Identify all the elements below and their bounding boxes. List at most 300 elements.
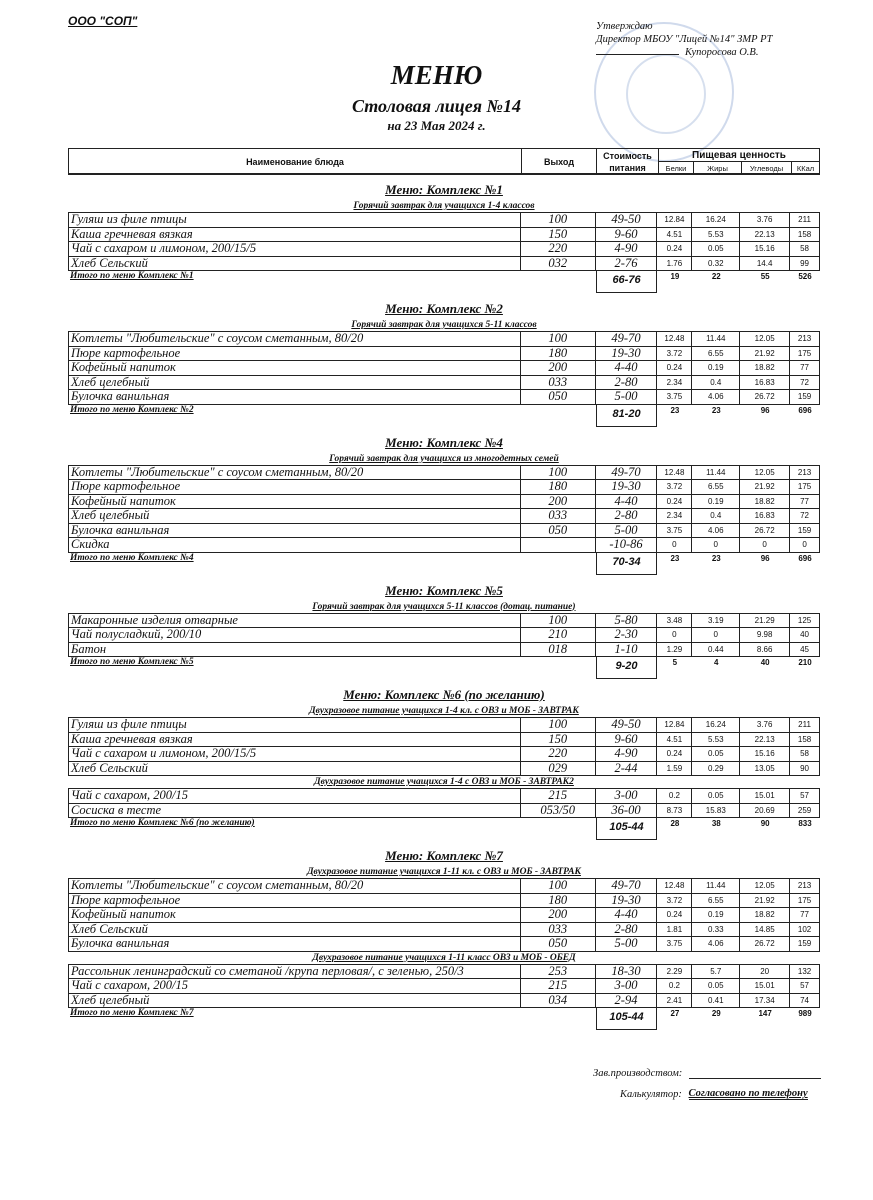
- dish-fat: 5.53: [691, 733, 739, 747]
- dish-protein: 4.51: [656, 733, 691, 747]
- menu-date: на 23 Мая 2024 г.: [387, 118, 486, 133]
- organization-name: ООО "СОП": [68, 14, 138, 28]
- dish-kcal: 74: [789, 994, 819, 1008]
- dish-cost: 19-30: [595, 347, 657, 361]
- dish-protein: 3.48: [656, 614, 691, 628]
- dish-kcal: 213: [789, 879, 819, 893]
- dish-fat: 5.7: [691, 965, 739, 979]
- dish-fat: 0.05: [691, 979, 739, 993]
- dish-fat: 11.44: [691, 466, 739, 480]
- dish-protein: 1.29: [656, 643, 691, 657]
- dish-fat: 5.53: [691, 228, 739, 242]
- dish-protein: 3.75: [656, 390, 691, 404]
- dish-name: Хлеб целебный: [71, 993, 150, 1007]
- dish-fat: 16.24: [691, 213, 739, 227]
- dish-name: Чай с сахаром и лимоном, 200/15/5: [71, 747, 257, 761]
- dish-carbs: 12.05: [739, 879, 789, 893]
- dish-name: Хлеб целебный: [71, 509, 150, 523]
- total-label: Итого по меню Комплекс №2: [70, 404, 194, 415]
- dish-output: 200: [520, 908, 595, 922]
- dish-output: 210: [520, 628, 595, 642]
- dish-carbs: 21.29: [739, 614, 789, 628]
- dish-fat: 0.4: [691, 509, 739, 523]
- dish-kcal: 158: [789, 228, 819, 242]
- column-carbs: Углеводы: [741, 162, 791, 174]
- table-row: [69, 746, 819, 761]
- dish-carbs: 21.92: [739, 480, 789, 494]
- dish-name: Каша гречневая вязкая: [71, 227, 193, 241]
- dish-kcal: 158: [789, 733, 819, 747]
- dish-carbs: 16.83: [739, 509, 789, 523]
- dish-output: 100: [520, 614, 595, 628]
- dish-protein: 8.73: [656, 804, 691, 818]
- dish-protein: 12.48: [656, 466, 691, 480]
- table-row: [69, 227, 819, 242]
- dish-fat: 11.44: [691, 332, 739, 346]
- dish-carbs: 17.34: [739, 994, 789, 1008]
- approval-block: [596, 20, 772, 59]
- table-row: [69, 537, 819, 552]
- dish-name: Булочка ванильная: [71, 390, 170, 404]
- group-subtitle: Горячий завтрак для учащихся 5-11 классов: [351, 320, 537, 330]
- table-row: [69, 346, 819, 361]
- dish-name: Булочка ванильная: [71, 937, 170, 951]
- group-subtitle: Горячий завтрак для учащихся из многодетных семей: [329, 453, 559, 464]
- dish-fat: 6.55: [691, 480, 739, 494]
- table-row: [69, 761, 819, 776]
- page-subtitle: Столовая лицея №14: [352, 96, 521, 116]
- total-label: Итого по меню Комплекс №1: [70, 271, 194, 281]
- total-row: [68, 405, 820, 427]
- table-row: [69, 508, 819, 523]
- dish-output: 032: [520, 257, 595, 271]
- total-kcal: 696: [798, 553, 812, 563]
- dish-fat: 0: [691, 628, 739, 642]
- dish-name: Котлеты "Любительские" с соусом сметанным, 80/20: [71, 332, 364, 346]
- column-name: Наименование блюда: [246, 156, 344, 167]
- dish-carbs: 0: [739, 538, 789, 552]
- total-row: [68, 271, 820, 293]
- table-row: [69, 788, 819, 803]
- calculator-label: Калькулятор:: [620, 1089, 682, 1100]
- dish-output: 100: [520, 718, 595, 732]
- table-row: [69, 893, 819, 908]
- dish-output: 033: [520, 923, 595, 937]
- dish-cost: 5-00: [595, 524, 657, 538]
- dish-protein: 2.29: [656, 965, 691, 979]
- total-label: Итого по меню Комплекс №7: [70, 1008, 194, 1018]
- dish-cost: 5-00: [595, 390, 657, 404]
- dish-cost: 2-80: [595, 509, 657, 523]
- dish-carbs: 13.05: [739, 762, 789, 776]
- dish-cost: 49-70: [595, 332, 657, 346]
- complex-title: Меню: Комплекс №7: [385, 848, 503, 863]
- production-signature: [593, 1066, 821, 1079]
- dish-table: [68, 212, 820, 271]
- dish-cost: 2-44: [595, 762, 657, 776]
- dish-name: Чай полусладкий, 200/10: [71, 628, 202, 642]
- dish-protein: 3.72: [656, 347, 691, 361]
- dish-kcal: 102: [789, 923, 819, 937]
- dish-fat: 4.06: [691, 524, 739, 538]
- dish-protein: 1.59: [656, 762, 691, 776]
- table-row: [69, 642, 819, 657]
- dish-name: Батон: [71, 642, 107, 656]
- table-row: [69, 627, 819, 642]
- table-row: [69, 732, 819, 747]
- dish-output: 034: [520, 994, 595, 1008]
- dish-fat: 0.41: [691, 994, 739, 1008]
- dish-kcal: 211: [789, 213, 819, 227]
- total-cost: 105-44: [596, 1008, 658, 1030]
- dish-fat: 15.83: [691, 804, 739, 818]
- dish-name: Кофейный напиток: [71, 908, 176, 922]
- total-protein: 5: [672, 658, 678, 667]
- dish-protein: 0.2: [656, 979, 691, 993]
- dish-cost: 3-00: [595, 789, 657, 803]
- dish-kcal: 175: [789, 480, 819, 494]
- dish-kcal: 213: [789, 332, 819, 346]
- column-cost-1: Стоимость: [596, 149, 658, 162]
- total-cost: 105-44: [596, 818, 658, 840]
- dish-protein: 12.48: [656, 332, 691, 346]
- group-subtitle: Двухразовое питание учащихся 1-11 класс ОВЗ и МОБ - ОБЕД: [312, 952, 576, 963]
- dish-cost: 2-80: [595, 376, 657, 390]
- dish-carbs: 22.13: [739, 228, 789, 242]
- total-carbs: 40: [760, 658, 770, 667]
- total-kcal: 833: [798, 819, 812, 828]
- dish-table: [68, 878, 820, 952]
- dish-cost: 4-40: [595, 495, 657, 509]
- total-protein: 19: [670, 272, 680, 281]
- dish-carbs: 26.72: [739, 390, 789, 404]
- total-carbs: 147: [758, 1009, 772, 1018]
- dish-kcal: 77: [789, 495, 819, 509]
- dish-kcal: 159: [789, 937, 819, 951]
- dish-protein: 0: [656, 538, 691, 552]
- dish-output: 050: [520, 937, 595, 951]
- table-row: [69, 331, 819, 346]
- dish-carbs: 15.16: [739, 747, 789, 761]
- calculator-value: Согласовано по телефону: [688, 1088, 808, 1099]
- dish-fat: 0.05: [691, 747, 739, 761]
- table-row: [69, 964, 819, 979]
- total-fat: 4: [714, 658, 719, 667]
- total-carbs: 90: [760, 819, 770, 828]
- dish-carbs: 14.85: [739, 923, 789, 937]
- dish-fat: 0.05: [691, 789, 739, 803]
- dish-protein: 3.72: [656, 480, 691, 494]
- dish-fat: 4.06: [691, 937, 739, 951]
- dish-cost: 4-90: [595, 242, 657, 256]
- dish-name: Хлеб целебный: [71, 375, 150, 389]
- total-protein: 23: [670, 553, 680, 563]
- dish-fat: 6.55: [691, 894, 739, 908]
- dish-kcal: 213: [789, 466, 819, 480]
- dish-output: 053/50: [520, 804, 595, 818]
- table-row: [69, 803, 819, 818]
- dish-protein: 3.75: [656, 937, 691, 951]
- dish-carbs: 18.82: [739, 495, 789, 509]
- dish-kcal: 45: [789, 643, 819, 657]
- dish-cost: 49-50: [595, 213, 657, 227]
- dish-carbs: 21.92: [739, 894, 789, 908]
- dish-name: Пюре картофельное: [71, 480, 181, 494]
- total-fat: 38: [711, 819, 721, 828]
- total-fat: 29: [711, 1009, 721, 1018]
- dish-name: Чай с сахаром и лимоном, 200/15/5: [71, 242, 257, 256]
- dish-protein: 0.24: [656, 495, 691, 509]
- total-carbs: 96: [760, 405, 770, 415]
- dish-output: 018: [520, 643, 595, 657]
- group-subtitle: Горячий завтрак для учащихся 5-11 классов (дотац. питание): [312, 601, 576, 612]
- dish-table: [68, 613, 820, 658]
- dish-name: Хлеб Сельский: [71, 256, 148, 270]
- group-subtitle: Двухразовое питание учащихся 1-11 кл. с ОВЗ и МОБ - ЗАВТРАК: [307, 867, 581, 877]
- dish-table: [68, 465, 820, 553]
- dish-cost: 4-90: [595, 747, 657, 761]
- dish-kcal: 57: [789, 789, 819, 803]
- dish-kcal: 90: [789, 762, 819, 776]
- dish-output: 033: [520, 509, 595, 523]
- table-row: [69, 523, 819, 538]
- complex-section: [68, 685, 820, 840]
- dish-fat: 11.44: [691, 879, 739, 893]
- dish-carbs: 20: [739, 965, 789, 979]
- dish-output: 215: [520, 979, 595, 993]
- dish-kcal: 40: [789, 628, 819, 642]
- dish-kcal: 0: [789, 538, 819, 552]
- dish-carbs: 3.76: [739, 718, 789, 732]
- signature-line: [689, 1066, 821, 1079]
- dish-protein: 2.41: [656, 994, 691, 1008]
- dish-name: Чай с сахаром, 200/15: [71, 789, 188, 803]
- table-header: [68, 148, 820, 175]
- dish-name: Макаронные изделия отварные: [71, 613, 238, 627]
- dish-protein: 0.24: [656, 908, 691, 922]
- complex-title: Меню: Комплекс №6 (по желанию): [343, 687, 545, 702]
- complex-section: [68, 299, 820, 427]
- total-protein: 27: [670, 1009, 680, 1018]
- dish-output: 050: [520, 390, 595, 404]
- dish-cost: 2-30: [595, 628, 657, 642]
- dish-carbs: 20.69: [739, 804, 789, 818]
- dish-cost: 2-76: [595, 257, 657, 271]
- dish-output: 220: [520, 242, 595, 256]
- dish-cost: 9-60: [595, 733, 657, 747]
- dish-name: Хлеб Сельский: [71, 922, 148, 936]
- dish-kcal: 175: [789, 347, 819, 361]
- dish-fat: 0.19: [691, 908, 739, 922]
- dish-kcal: 58: [789, 242, 819, 256]
- dish-fat: 0.33: [691, 923, 739, 937]
- table-row: [69, 241, 819, 256]
- dish-cost: 18-30: [595, 965, 657, 979]
- approve-position: Директор МБОУ "Лицей №14" ЗМР РТ: [596, 34, 773, 45]
- column-fat: Жиры: [693, 162, 741, 174]
- table-row: [69, 907, 819, 922]
- group-subtitle: Двухразовое питание учащихся 1-4 с ОВЗ и МОБ - ЗАВТРАК2: [314, 777, 574, 787]
- dish-carbs: 18.82: [739, 908, 789, 922]
- dish-fat: 0.29: [691, 762, 739, 776]
- complex-section: [68, 433, 820, 575]
- dish-kcal: 159: [789, 524, 819, 538]
- dish-kcal: 132: [789, 965, 819, 979]
- dish-output: 180: [520, 894, 595, 908]
- dish-kcal: 57: [789, 979, 819, 993]
- total-cost: 9-20: [596, 657, 658, 679]
- table-row: [69, 993, 819, 1008]
- dish-kcal: 72: [789, 509, 819, 523]
- table-row: [69, 613, 819, 628]
- dish-name: Чай с сахаром, 200/15: [71, 979, 188, 993]
- total-kcal: 526: [798, 272, 812, 281]
- dish-name: Пюре картофельное: [71, 346, 181, 360]
- dish-protein: 3.75: [656, 524, 691, 538]
- dish-protein: 2.34: [656, 376, 691, 390]
- dish-carbs: 16.83: [739, 376, 789, 390]
- dish-kcal: 259: [789, 804, 819, 818]
- table-row: [69, 360, 819, 375]
- dish-carbs: 8.66: [739, 643, 789, 657]
- total-cost: 81-20: [596, 405, 658, 427]
- dish-carbs: 14.4: [739, 257, 789, 271]
- dish-name: Сосиска в тесте: [71, 803, 162, 817]
- total-cost: 66-76: [596, 271, 658, 293]
- dish-name: Каша гречневая вязкая: [71, 732, 193, 746]
- dish-carbs: 26.72: [739, 937, 789, 951]
- dish-protein: 4.51: [656, 228, 691, 242]
- table-row: [69, 389, 819, 404]
- dish-cost: 5-80: [595, 614, 657, 628]
- calculator-signature: [620, 1088, 808, 1100]
- dish-output: 100: [520, 879, 595, 893]
- complex-title: Меню: Комплекс №2: [385, 301, 503, 316]
- dish-cost: 4-40: [595, 361, 657, 375]
- dish-fat: 0: [691, 538, 739, 552]
- dish-kcal: 77: [789, 908, 819, 922]
- total-protein: 23: [670, 405, 680, 415]
- total-label: Итого по меню Комплекс №6 (по желанию): [70, 818, 255, 828]
- dish-name: Гуляш из филе птицы: [71, 718, 187, 732]
- total-row: [68, 818, 820, 840]
- dish-cost: 2-80: [595, 923, 657, 937]
- dish-protein: 12.48: [656, 879, 691, 893]
- dish-carbs: 21.92: [739, 347, 789, 361]
- dish-output: 033: [520, 376, 595, 390]
- group-subtitle: Двухразовое питание учащихся 1-4 кл. с ОВЗ и МОБ - ЗАВТРАК: [309, 706, 579, 716]
- dish-protein: 2.34: [656, 509, 691, 523]
- dish-output: 180: [520, 480, 595, 494]
- dish-output: 180: [520, 347, 595, 361]
- dish-carbs: 22.13: [739, 733, 789, 747]
- dish-table: [68, 717, 820, 776]
- dish-name: Кофейный напиток: [71, 361, 176, 375]
- dish-name: Хлеб Сельский: [71, 761, 148, 775]
- dish-protein: 0.2: [656, 789, 691, 803]
- dish-output: [520, 538, 595, 552]
- table-row: [69, 256, 819, 271]
- total-fat: 23: [711, 405, 721, 415]
- dish-table: [68, 331, 820, 405]
- table-row: [69, 494, 819, 509]
- dish-cost: 49-70: [595, 879, 657, 893]
- table-row: [69, 878, 819, 893]
- dish-fat: 3.19: [691, 614, 739, 628]
- dish-carbs: 12.05: [739, 466, 789, 480]
- complex-title: Меню: Комплекс №4: [385, 434, 503, 450]
- dish-protein: 3.72: [656, 894, 691, 908]
- dish-protein: 0.24: [656, 361, 691, 375]
- complex-section: [68, 581, 820, 680]
- dish-carbs: 15.01: [739, 789, 789, 803]
- dish-carbs: 26.72: [739, 524, 789, 538]
- dish-cost: 3-00: [595, 979, 657, 993]
- dish-cost: 19-30: [595, 480, 657, 494]
- dish-protein: 12.84: [656, 718, 691, 732]
- dish-kcal: 175: [789, 894, 819, 908]
- dish-output: 200: [520, 495, 595, 509]
- dish-name: Котлеты "Любительские" с соусом сметанным, 80/20: [71, 465, 364, 479]
- dish-cost: 5-00: [595, 937, 657, 951]
- dish-cost: 36-00: [595, 804, 657, 818]
- dish-table: [68, 964, 820, 1009]
- dish-fat: 0.05: [691, 242, 739, 256]
- dish-name: Рассольник ленинградский со сметаной /крупа перловая/, с зеленью, 250/3: [71, 964, 464, 978]
- dish-kcal: 159: [789, 390, 819, 404]
- total-fat: 22: [711, 272, 721, 281]
- total-label: Итого по меню Комплекс №4: [70, 552, 194, 563]
- dish-kcal: 99: [789, 257, 819, 271]
- table-row: [69, 465, 819, 480]
- dish-cost: 4-40: [595, 908, 657, 922]
- dish-protein: 0.24: [656, 242, 691, 256]
- dish-output: 050: [520, 524, 595, 538]
- dish-fat: 0.4: [691, 376, 739, 390]
- dish-output: 150: [520, 228, 595, 242]
- dish-kcal: 125: [789, 614, 819, 628]
- dish-fat: 16.24: [691, 718, 739, 732]
- column-kcal: ККал: [791, 162, 819, 174]
- dish-name: Пюре картофельное: [71, 893, 181, 907]
- dish-protein: 12.84: [656, 213, 691, 227]
- dish-output: 150: [520, 733, 595, 747]
- dish-cost: 2-94: [595, 994, 657, 1008]
- total-cost: 70-34: [596, 553, 658, 575]
- dish-protein: 0.24: [656, 747, 691, 761]
- total-kcal: 210: [798, 658, 812, 667]
- group-subtitle: Горячий завтрак для учащихся 1-4 классов: [353, 201, 535, 211]
- dish-cost: 49-70: [595, 466, 657, 480]
- total-kcal: 989: [798, 1009, 812, 1018]
- menu-body: [68, 178, 820, 1036]
- total-row: [68, 553, 820, 575]
- approve-label: Утверждаю: [596, 21, 653, 32]
- dish-carbs: 15.01: [739, 979, 789, 993]
- complex-section: [68, 846, 820, 1030]
- column-output: Выход: [521, 149, 596, 174]
- dish-fat: 4.06: [691, 390, 739, 404]
- dish-output: 100: [520, 213, 595, 227]
- dish-protein: 1.81: [656, 923, 691, 937]
- dish-output: 200: [520, 361, 595, 375]
- dish-carbs: 15.16: [739, 242, 789, 256]
- approve-person: Купоросова О.В.: [685, 47, 759, 58]
- total-carbs: 96: [760, 553, 770, 563]
- dish-fat: 0.19: [691, 361, 739, 375]
- page-title: МЕНЮ: [390, 60, 483, 90]
- dish-output: 100: [520, 332, 595, 346]
